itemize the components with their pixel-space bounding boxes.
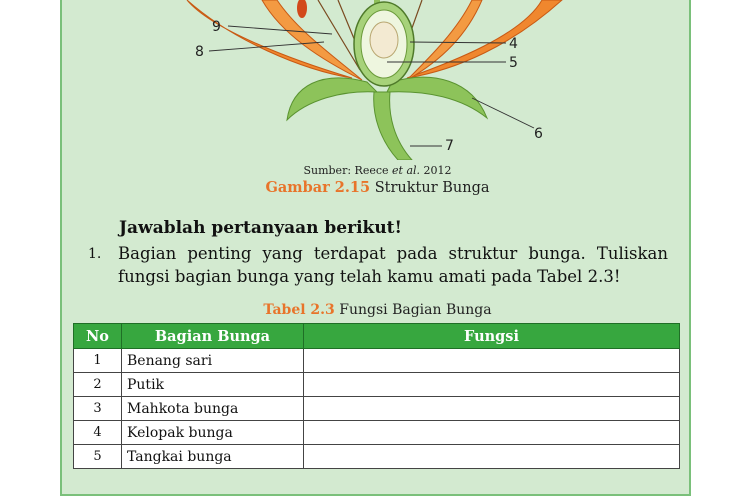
- sepal-right: [387, 77, 487, 118]
- header-fungsi: Fungsi: [304, 324, 680, 349]
- row-part: Putik: [122, 373, 304, 397]
- row-function-cell[interactable]: [304, 397, 680, 421]
- row-number: 3: [74, 397, 122, 421]
- row-part: Kelopak bunga: [122, 421, 304, 445]
- petal-right: [407, 0, 562, 78]
- part-label-7: 7: [445, 138, 454, 154]
- row-function-cell[interactable]: [304, 373, 680, 397]
- table-caption-text: Fungsi Bagian Bunga: [334, 302, 492, 318]
- question-text: Bagian penting yang terdapat pada struktur bunga. Tuliskan fungsi bagian bunga yang telah kamu amati pada Tabel 2.3!: [118, 244, 668, 286]
- part-label-6: 6: [534, 126, 543, 142]
- content-panel: [60, 0, 691, 496]
- ovule: [370, 22, 398, 58]
- figure-source: Sumber: Reece et al. 2012: [303, 164, 452, 177]
- table-header-row: [74, 324, 680, 349]
- row-part: Mahkota bunga: [122, 397, 304, 421]
- part-label-5: 5: [509, 55, 518, 71]
- row-number: 1: [74, 349, 122, 373]
- header-bagian-bunga: Bagian Bunga: [122, 324, 304, 349]
- row-number: 4: [74, 421, 122, 445]
- flower-function-table: [73, 323, 680, 469]
- table-row: [74, 349, 680, 373]
- row-part: Tangkai bunga: [122, 445, 304, 469]
- row-function-cell[interactable]: [304, 421, 680, 445]
- table-row: [74, 445, 680, 469]
- part-label-9: 9: [212, 19, 221, 35]
- part-label-8: 8: [195, 44, 204, 60]
- part-label-4: 4: [509, 36, 518, 52]
- row-number: 2: [74, 373, 122, 397]
- flower-structure-illustration: [62, 0, 693, 160]
- task-heading: Jawablah pertanyaan berikut!: [119, 218, 402, 238]
- row-function-cell[interactable]: [304, 445, 680, 469]
- header-no: No: [74, 324, 122, 349]
- question-number: 1.: [88, 246, 102, 262]
- table-caption-label: Tabel 2.3: [263, 302, 335, 318]
- figure-caption-label: Gambar 2.15: [265, 179, 371, 196]
- figure-caption-text: Struktur Bunga: [370, 180, 490, 196]
- stamen-anther: [297, 0, 307, 18]
- row-function-cell[interactable]: [304, 349, 680, 373]
- sepal-left: [287, 78, 377, 120]
- table-row: [74, 373, 680, 397]
- table-caption: [62, 302, 693, 318]
- table-row: [74, 421, 680, 445]
- figure-caption: [62, 179, 693, 196]
- row-part: Benang sari: [122, 349, 304, 373]
- flower-stalk: [374, 92, 412, 160]
- row-number: 5: [74, 445, 122, 469]
- table-row: [74, 397, 680, 421]
